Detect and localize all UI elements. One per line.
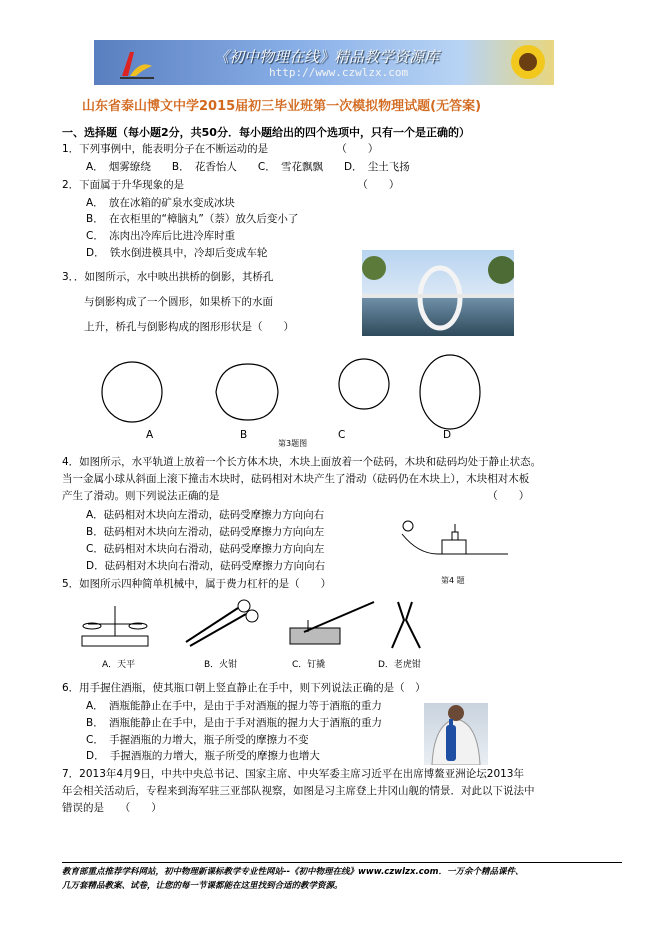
- q3-line-1: 3．．如图所示，水中映出拱桥的倒影，其桥孔: [62, 271, 274, 283]
- q5-label-d: D．老虎钳: [378, 660, 421, 670]
- q3-line-2: 与倒影构成了一个圆形，如果桥下的水面: [84, 296, 273, 308]
- bottle-icon: [424, 703, 488, 765]
- q3-label-b: B: [240, 429, 248, 441]
- page-footer: [62, 862, 622, 893]
- arch-bridge-icon: [362, 250, 514, 336]
- q2-option-a: A． 放在冰箱的矿泉水变成冰块: [86, 197, 235, 209]
- q6-option-c: C． 手握酒瓶的力增大，瓶子所受的摩擦力不变: [86, 734, 309, 746]
- q5-label-b: B．火钳: [204, 660, 238, 670]
- site-logo-icon: [116, 46, 156, 80]
- q2-stem: 2．下面属于升华现象的是 （ ）: [62, 179, 400, 191]
- q5-stem: 5．如图所示四种简单机械中，属于费力杠杆的是（ ）: [62, 578, 332, 590]
- q4-option-d: D．砝码相对木块向右滑动，砝码受摩擦力方向向右: [86, 560, 326, 572]
- page-title: 山东省泰山博文中学2015届初三毕业班第一次模拟物理试题(无答案): [82, 99, 482, 114]
- q4-option-a: A．砝码相对木块向左滑动，砝码受摩擦力方向向右: [86, 509, 325, 521]
- lever-tools-figure: [78, 598, 438, 654]
- q3-line-3: 上升，桥孔与倒影构成的图形形状是（ ）: [84, 321, 294, 333]
- q6-option-a: A． 酒瓶能静止在手中，是由于手对酒瓶的握力等于酒瓶的重力: [86, 700, 382, 712]
- q2-option-b: B． 在衣柜里的“樟脑丸”（萘）放久后变小了: [86, 213, 299, 225]
- q2-option-c: C． 冻肉出冷库后比进冷库时重: [86, 230, 236, 242]
- q6-option-b: B． 酒瓶能静止在手中，是由于手对酒瓶的握力大于酒瓶的重力: [86, 717, 382, 729]
- footer-line-1: 教育部重点推荐学科网站，初中物理新课标教学专业性网站--《初中物理在线》www.czwlzx.com．一万余个精品课件、: [62, 867, 524, 877]
- crowbar-icon: [290, 602, 374, 644]
- q3-label-c: C: [338, 429, 346, 441]
- balance-scale-icon: [82, 606, 148, 646]
- header-banner: [94, 40, 554, 85]
- q7-line-2: 年会相关活动后，专程来到海军驻三亚部队视察，如图是习主席登上井冈山舰的情景．对此以下说法中: [62, 785, 535, 797]
- pliers-icon: [392, 602, 420, 648]
- q7-line-3: 错误的是 （ ）: [62, 802, 162, 814]
- footer-line-2: 几万套精品教案、试卷，让您的每一节课都能在这里找到合适的教学资源。: [62, 881, 343, 891]
- q1-options: A． 烟雾缭绕 B． 花香怡人 C． 雪花飘飘 D． 尘土飞扬: [86, 161, 410, 173]
- q6-stem: 6．用手握住酒瓶，使其瓶口朝上竖直静止在手中，则下列说法正确的是（ ）: [62, 682, 426, 694]
- q3-caption: 第3题图: [278, 439, 308, 448]
- banner-url: http://www.czwlzx.com: [269, 66, 409, 79]
- hand-bottle-photo: [424, 703, 488, 765]
- q5-label-c: C．钉撬: [292, 660, 326, 670]
- banner-caption: 《初中物理在线》精品教学资源库: [214, 48, 440, 66]
- section-heading: 一、选择题（每小题2分，共50分．每小题给出的四个选项中，只有一个是正确的）: [62, 126, 470, 139]
- q3-label-a: A: [146, 429, 154, 441]
- tongs-icon: [186, 600, 258, 646]
- q7-line-1: 7．2013年4月9日，中共中央总书记、国家主席、中央军委主席习近平在出席博鳌亚洲论坛2013年: [62, 768, 524, 780]
- q3-label-d: D: [443, 429, 452, 441]
- q2-option-d: D． 铁水倒进模具中，冷却后变成车轮: [86, 247, 268, 259]
- q4-line-1: 4．如图所示，水平轨道上放着一个长方体木块，木块上面放着一个砝码，木块和砝码均处于静止状态。: [62, 456, 542, 468]
- shape-b-lens: [216, 364, 278, 420]
- shape-c-circle: [339, 359, 389, 409]
- shape-d-ellipse: [420, 355, 480, 429]
- q4-line-2: 当一金属小球从斜面上滚下撞击木块时，砝码相对木块产生了滑动（砝码仍在木块上），木块相对木板: [62, 473, 530, 485]
- ramp-block-figure: [398, 510, 510, 558]
- sunflower-icon: [508, 42, 548, 82]
- q4-option-c: C．砝码相对木块向右滑动，砝码受摩擦力方向向左: [86, 543, 325, 555]
- q5-label-a: A．天平: [102, 660, 136, 670]
- q4-option-b: B．砝码相对木块向左滑动，砝码受摩擦力方向向左: [86, 526, 325, 538]
- shape-a-circle: [102, 362, 162, 422]
- q4-caption: 第4 题: [441, 576, 465, 585]
- q4-line-3: 产生了滑动。则下列说法正确的是 （ ）: [62, 490, 530, 502]
- bridge-photo: [362, 250, 514, 336]
- q3-shape-figure: [98, 352, 498, 432]
- q1-stem: 1．下列事例中，能表明分子在不断运动的是 （ ）: [62, 143, 379, 155]
- q6-option-d: D． 手握酒瓶的力增大，瓶子所受的摩擦力也增大: [86, 750, 320, 762]
